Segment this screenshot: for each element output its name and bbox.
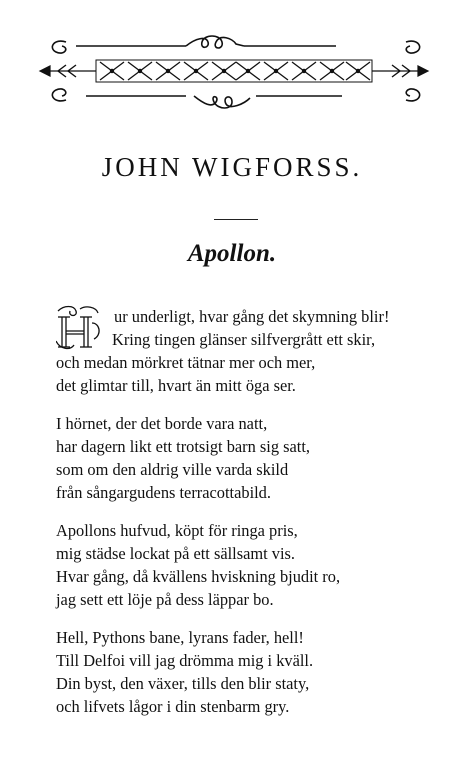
- poem-line: ur underligt, hvar gång det skymning blir!: [114, 307, 390, 326]
- poem-body: [56, 305, 436, 718]
- poem-line: och medan mörkret tätnar mer och mer,: [56, 353, 316, 372]
- poem-line: som om den aldrig ville varda skild: [56, 460, 289, 479]
- stanza-3: [56, 519, 436, 611]
- poem-line: mig städse lockat på ett sällsamt vis.: [56, 544, 295, 563]
- poem-line: Till Delfoi vill jag drömma mig i kväll.: [56, 651, 314, 670]
- poem-line: Hvar gång, då kvällens hviskning bjudit ro,: [56, 567, 341, 586]
- poem-line: Hell, Pythons bane, lyrans fader, hell!: [56, 628, 304, 647]
- title-divider: [214, 219, 258, 220]
- author-name: JOHN WIGFORSS.: [101, 152, 363, 182]
- poem-line: har dagern likt ett trotsigt barn sig satt,: [56, 437, 310, 456]
- dropcap-ornament: [56, 305, 104, 351]
- poem-line: I hörnet, der det borde vara natt,: [56, 414, 268, 433]
- stanza-1: [56, 305, 436, 397]
- stanza-2: [56, 412, 436, 504]
- poem-line: Kring tingen glänser silfvergrått ett skir,: [112, 330, 376, 349]
- poem-line: och lifvets lågor i din stenbarm gry.: [56, 697, 290, 716]
- poem-line: Apollons hufvud, köpt för ringa pris,: [56, 521, 298, 540]
- header-ornament: [36, 32, 432, 110]
- poem-line: Din byst, den växer, tills den blir staty,: [56, 674, 310, 693]
- poem-title: Apollon.: [187, 240, 277, 267]
- poem-line: det glimtar till, hvart än mitt öga ser.: [56, 376, 296, 395]
- poem-line: jag sett ett löje på dess läppar bo.: [56, 590, 274, 609]
- poem-line: från sångargudens terracottabild.: [56, 483, 271, 502]
- stanza-4: [56, 626, 436, 718]
